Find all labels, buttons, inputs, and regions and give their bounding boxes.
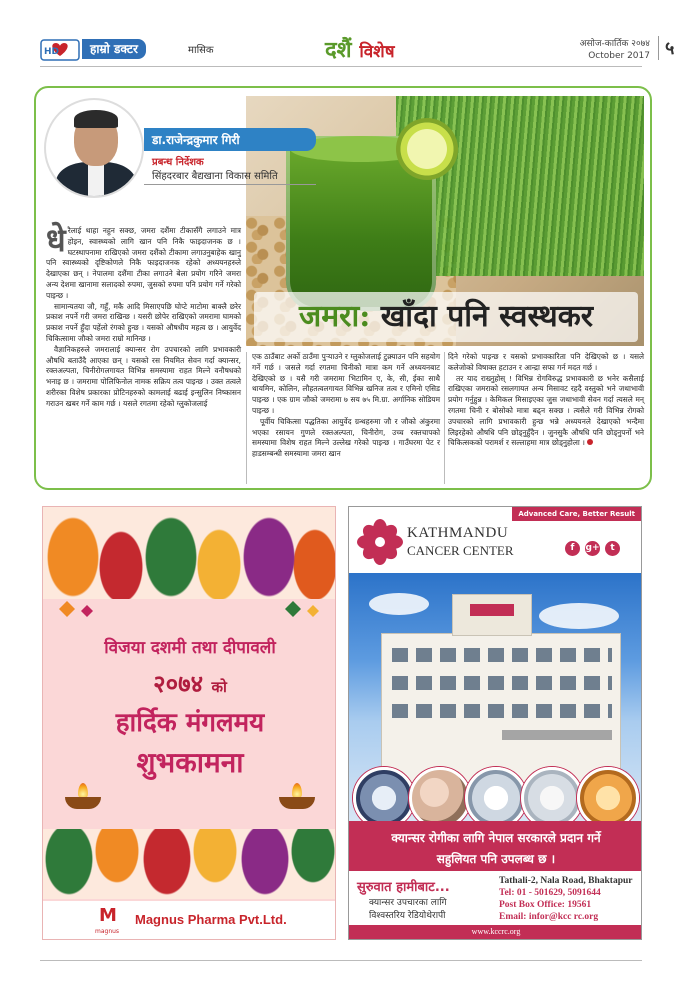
injection-image-icon <box>465 767 527 821</box>
hamro-doctor-logo-icon <box>40 38 80 62</box>
diya-lamp-icon <box>65 783 101 809</box>
issue-date <box>550 38 650 62</box>
kcc-name-line-1: KATHMANDU <box>407 525 509 541</box>
kcc-address: Tathali-2, Nala Road, Bhaktapur <box>499 876 633 886</box>
drop-cap: धे <box>46 221 66 259</box>
diya-lamp-icon <box>279 783 315 809</box>
slogan-line-2: विश्वस्तरिय रेडियोथेरापी <box>369 911 446 921</box>
brand-label: हाम्रो डक्टर <box>82 39 146 59</box>
portrait-hair <box>74 110 118 128</box>
greeting-year-number: २०७४ <box>153 670 204 698</box>
treatment-image-circles <box>349 767 642 821</box>
end-mark-icon <box>587 439 593 445</box>
footer-divider <box>40 960 642 961</box>
kcc-email[interactable]: Email: infor@kcc rc.org <box>499 912 599 922</box>
kcc-name-line-2: CANCER CENTER <box>407 543 514 558</box>
slogan-title: सुरुवात हामीबाट... <box>357 880 450 895</box>
article-headline <box>254 292 638 342</box>
issue-date-nepali: असोज-कार्तिक २०७४ <box>579 39 650 49</box>
article-column-2 <box>252 352 440 460</box>
kcc-slogan <box>357 877 487 921</box>
greeting-year <box>43 667 336 700</box>
paragraph: एक ठाउँबाट अर्को ठाउँमा पुऱ्याउने र ग्लुकोजलाई टुक्र्याउन पनि सहयोग गर्ने गर्छ । जसले गर्दा रगतमा चिनीको मात्रा कम गर्ने अध्ययनबाट देखिएको छ । यसै गरी जमरामा भिटामिन ए, के, सी, ईका साथै थायमिन, कोलिन, लौहतत्वलगायत विभिन्न खनिज तत्व र एमिनो एसिड पाइन्छ । एक ग्राम जौको जमरामा ७ सय ७५ मि.ग्रा. अर्गानिक सोडियम पाइन्छ । <box>252 352 440 415</box>
page-number: ५ <box>658 36 674 60</box>
slogan-line-1: क्यान्सर उपचारका लागि <box>369 898 447 908</box>
cloud <box>539 603 619 629</box>
subsidy-line-1: क्यान्सर रोगीका लागि नेपाल सरकारले प्रदान गर्ने <box>391 831 601 845</box>
building-sign <box>470 604 514 616</box>
paragraph: पूर्वीय चिकित्सा पद्धतिका आयुर्वेद ग्रन्थहरुमा जौ र जौको अंकुरमा भएका रसायन गुणले रक्तअल्पता, चिनीरोग, उच्च रक्तचापको समस्यामा विशेष राहत मिल्ने उल्लेख गरेको पाइन्छ । गाउँघरमा पेट र हाडसम्बन्धी समस्यामा जमरा खान <box>252 416 440 459</box>
diya-bowl <box>279 797 315 809</box>
closing-paragraph-text: तर याद राख्नुहोस् ! विभिन्न रोगविरुद्ध प्रभावकारी छ भनेर कसैलाई राखिएका जमराको रसलगायत अन्य मिसावट रहदै वस्तुको भने जथाभावी प्रयोग गर्नुहुन्न । केमिकल मिसाइएका जुस जथाभावी सेवन गर्दा त्यसले मन् रगतमा चिनी र बोसोको मात्रा बढ्न सक्छ । त्यसैले गरी विभिन्न रोगको उपचारको लागि प्रभावकारी हुन्छ भन्ने अध्ययनले देखाएको भन्दैमा लिइरहेको औषधि पनि छोड्नुहुँदैन । जुनसुकै औषधि पनि छोड्नुपर्नो भने चिकित्सकको परामर्श र सल्लाहमा मात्र छोड्नुहोला । <box>448 373 644 448</box>
column-divider <box>246 352 247 484</box>
paragraph: सामान्यतया जौ, गहुँ, मकै आदि मिसाएपछि घोप्टे माटोमा बाक्लै छरेर प्रकाश नपर्ने गरी जमरा राखिन्छ । यसरी छोपेर राखिएको जमरामा घामको प्रकाश नपर्ने हुँदा पहेंलो रंगको हुन्छ । यसको औषधीय महत्व छ । आयुर्वेद चिकित्सामा जौको जमरा राम्रो मानिन्छ । <box>46 301 241 343</box>
section-title-right: विशेष <box>359 42 395 62</box>
greeting-line-1: विजया दशमी तथा दीपावली <box>104 638 276 658</box>
lime-slice-icon <box>396 118 458 180</box>
magnus-footer <box>43 901 336 940</box>
headline-rest: खाँदा पनि स्वस्थकर <box>370 299 594 334</box>
hospital-building-icon <box>381 633 621 783</box>
kcc-telephone: Tel: 01 - 501629, 5091644 <box>499 888 601 898</box>
kcc-contact-section <box>349 871 642 929</box>
window-row <box>392 704 612 718</box>
twitter-icon[interactable]: t <box>605 541 620 556</box>
article-box <box>34 86 652 490</box>
author-portrait <box>44 98 144 198</box>
patient-image-icon <box>409 767 471 821</box>
kcc-tagline: Advanced Care, Better Result <box>512 507 641 521</box>
section-title <box>325 34 395 64</box>
kcc-subsidy-band <box>349 821 642 871</box>
cell-image-icon <box>353 767 415 821</box>
author-role: प्रबन्ध निर्देशक <box>152 157 204 168</box>
headline-keyword: जमरा: <box>298 299 371 334</box>
facebook-icon[interactable]: f <box>565 541 580 556</box>
radiotherapy-image-icon <box>521 767 583 821</box>
window-row <box>392 676 612 690</box>
google-plus-icon[interactable]: g+ <box>585 541 600 556</box>
author-name: डा.राजेन्द्रकुमार गिरी <box>144 128 316 151</box>
issue-date-english: October 2017 <box>588 51 650 61</box>
kcc-website-link[interactable]: www.kccrc.org <box>349 925 642 939</box>
section-title-left: दशैं <box>325 37 352 63</box>
kite-icon <box>283 599 323 629</box>
magnus-company-name: Magnus Pharma Pvt.Ltd. <box>135 912 287 927</box>
subsidy-line-2: सहुलियत पनि उपलब्ध छ । <box>436 852 556 866</box>
magnus-greeting-ad[interactable] <box>42 506 336 940</box>
kcc-po-box: Post Box Office: 19561 <box>499 900 592 910</box>
paragraph: वैज्ञानिकहरुले जमरालाई क्यान्सर रोग उपचारको लागि प्रभावकारी औषधि बताउँदै आएका छन् । यसको रस नियमित सेवन गर्दा क्यान्सर, रक्तअल्पता, चिनीरोगलगायत विभिन्न समस्यामा राहत मिल्ने वनौषधको भनाइ छ । जमरामा पोलिफिनोल नामक सक्रिय तत्व पाइन्छ । उक्त तत्वले शरीरका विशेष प्रकारका प्रोटिनहरुको कामलाई बढाई इन्सुलिन निष्कासन गराउन खबर गर्ने काम गर्छ । यसले रगतमा रहेको ग्लुकोजलाई <box>46 344 241 408</box>
autumn-leaves-top-icon <box>43 507 336 599</box>
kcc-building-photo <box>349 573 642 821</box>
page-header <box>40 34 675 68</box>
svg-text:HD: HD <box>44 47 60 57</box>
author-byline <box>144 128 316 185</box>
kcc-flower-logo-icon <box>357 519 403 565</box>
author-organization: सिंहदरबार बैद्यखाना विकास समिति <box>144 168 316 185</box>
window-row <box>392 648 612 662</box>
frequency-label: मासिक <box>188 45 214 56</box>
greeting-year-suffix: को <box>211 678 227 696</box>
cloud <box>369 593 429 615</box>
cancer-center-ad[interactable] <box>348 506 642 940</box>
magnus-logo-caption: magnus <box>95 928 120 935</box>
entrance-canopy <box>502 730 612 740</box>
paragraph: दिने गरेको पाइन्छ र यसको प्रभावकारिता पनि देखिएको छ । यसले कलेजोको विषाक्त हटाउन र आन्द्रा सफा गर्न मदत गर्छ । <box>448 352 644 372</box>
header-divider <box>40 66 642 67</box>
autumn-leaves-bottom-icon <box>43 829 336 899</box>
kite-icon <box>57 599 97 629</box>
paragraph: रैलाई थाहा नहुन सक्छ, जमरा दशैंमा टीकासँगै लगाउने मात्र होइन, स्वास्थ्यको लागि खान पनि निकै फाइदाजनक छ । घटस्थापनामा राखिएको जमरा दशैंको टीकामा लगाउनुबाहेक खानु पनि स्वास्थ्यको दृष्टिकोणले निकै फाइदाजनक रहेको अध्ययनहरुले देखाएका छन् । नेपालमा दशैंमा टीका लगाउने बेला प्रयोग गरिने जमरा अन्य देशमा खानामा सलादको रुपमा, जुसको रुपमा पनि प्रयोग गर्ने गरेको पाइन्छ । <box>46 226 241 300</box>
column-divider <box>444 352 445 484</box>
article-column-1 <box>46 221 241 488</box>
paragraph <box>448 374 644 450</box>
medicine-image-icon <box>577 767 639 821</box>
greeting-line-3: हार्दिक मंगलमय <box>115 708 265 738</box>
article-column-3 <box>448 352 644 449</box>
diya-bowl <box>65 797 101 809</box>
kcc-contact-details <box>499 875 639 923</box>
greeting-line-4: शुभकामना <box>136 746 244 779</box>
portrait-shirt <box>88 162 104 198</box>
magnus-logo-icon: M <box>99 905 117 926</box>
